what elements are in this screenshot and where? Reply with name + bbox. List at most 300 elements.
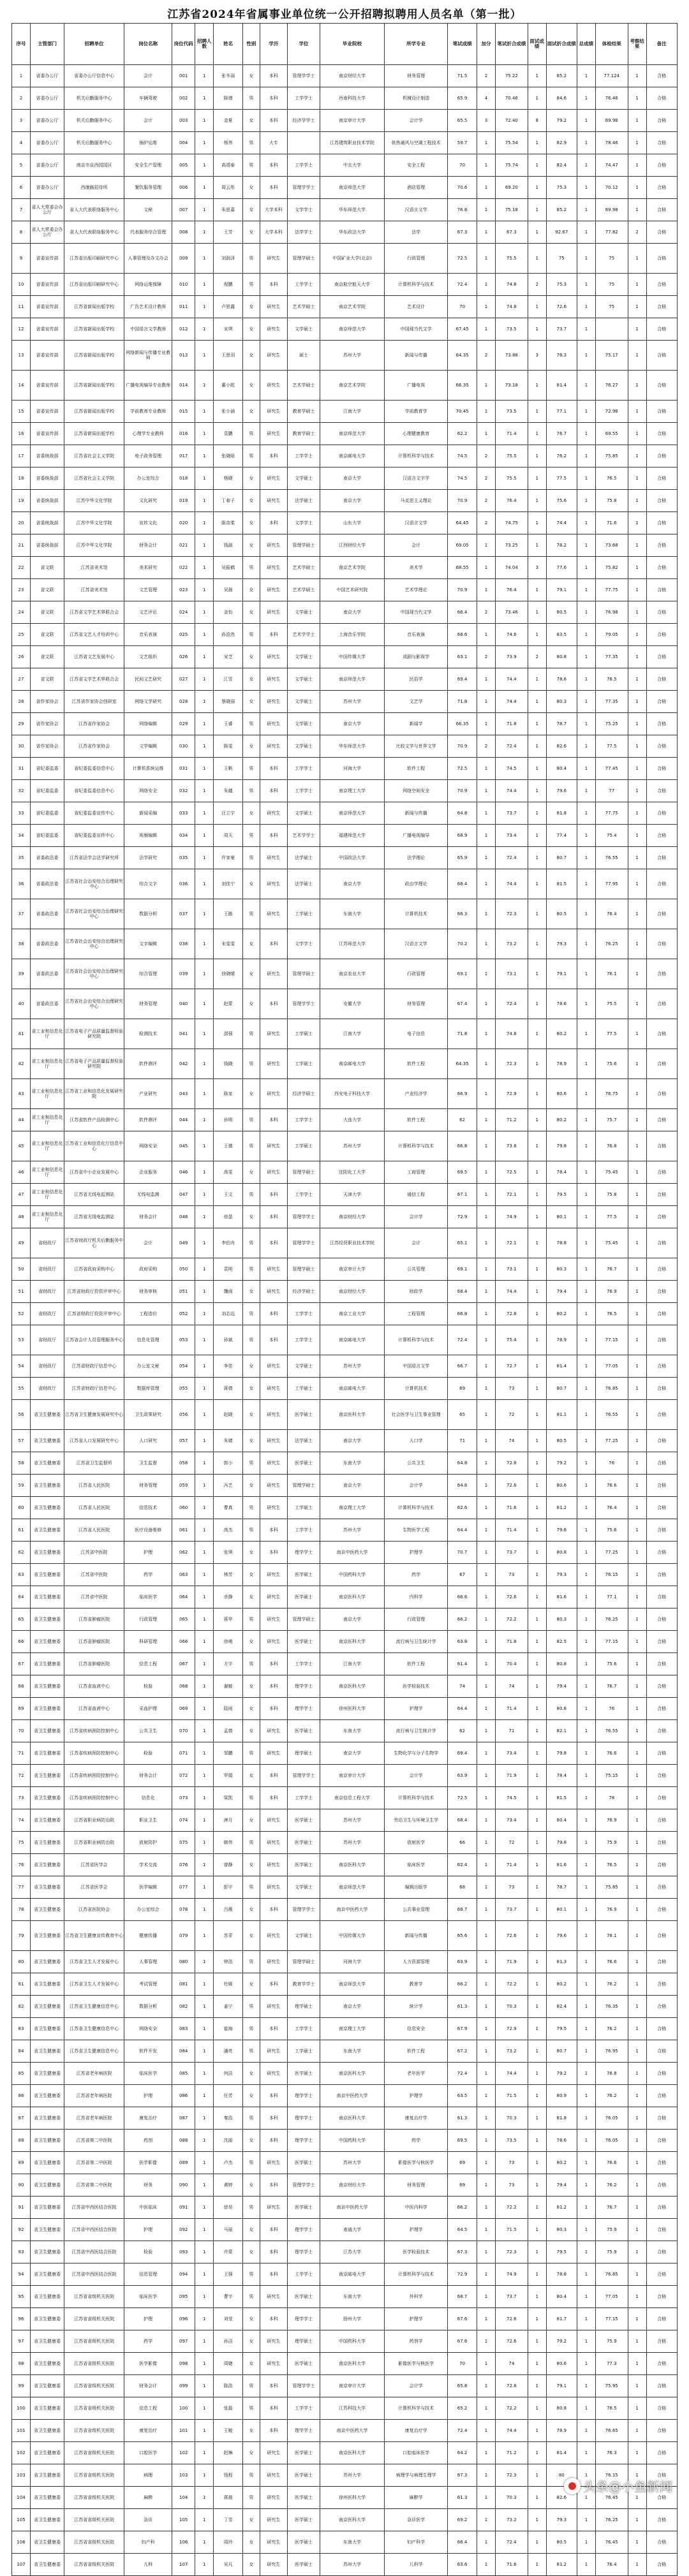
table-cell: 1 xyxy=(628,199,646,221)
table-cell: 1 xyxy=(477,713,496,735)
table-row xyxy=(12,1303,678,1325)
table-cell: 75.7 xyxy=(595,1109,628,1131)
table-cell: 本科 xyxy=(260,1899,287,1921)
table-cell: 朱思嘉 xyxy=(214,199,243,221)
table-cell: 谢敏 xyxy=(214,1675,243,1698)
column-header: 面试折合成绩 xyxy=(546,24,577,65)
table-cell: 1 xyxy=(577,1184,595,1206)
table-cell: 张磊 xyxy=(214,2397,243,2420)
table-cell: 江苏省中西医结合医院 xyxy=(64,2263,124,2286)
table-cell: 63.5 xyxy=(448,2085,477,2107)
table-row xyxy=(12,2420,678,2442)
table-cell: 公共卫生 xyxy=(124,1720,172,1742)
table-cell: 62 xyxy=(12,1542,31,1564)
table-cell: 1 xyxy=(195,2420,214,2442)
table-cell: 江苏省社会治安综合治理研究中心 xyxy=(64,989,124,1019)
table-cell: 2 xyxy=(477,601,496,624)
table-cell: 陈彦柔 xyxy=(214,512,243,534)
table-cell: 1 xyxy=(477,1161,496,1184)
table-cell: 1 xyxy=(628,1109,646,1131)
table-cell: 1 xyxy=(477,1698,496,1720)
table-cell: 1 xyxy=(528,1832,546,1854)
table-cell: 72.1 xyxy=(496,1184,528,1206)
table-cell: 南京艺术学院 xyxy=(320,557,384,579)
table-cell: 10 xyxy=(12,274,31,296)
table-cell: 52 xyxy=(12,1303,31,1325)
table-cell: 省卫生健康委 xyxy=(30,2509,64,2531)
table-cell: 66.8 xyxy=(448,1131,477,1161)
table-cell: 林芳 xyxy=(214,1564,243,1586)
table-cell: 钟浩 xyxy=(214,1951,243,1973)
table-cell: 1 xyxy=(628,758,646,780)
table-cell: 江苏省中小企业发展中心 xyxy=(64,1161,124,1184)
table-cell: 研究生 xyxy=(260,534,287,557)
table-cell: 93 xyxy=(12,2241,31,2263)
table-cell: 网络编辑 xyxy=(124,713,172,735)
table-cell: 78 xyxy=(595,1787,628,1809)
table-cell: 研究生 xyxy=(260,646,287,668)
table-cell: 1 xyxy=(528,2085,546,2107)
table-cell: 编辑出版学 xyxy=(385,1876,448,1899)
table-cell: 1 xyxy=(577,512,595,534)
table-cell: 1 xyxy=(577,601,595,624)
table-cell: 马丽 xyxy=(214,2219,243,2241)
table-cell: 82.1 xyxy=(546,1720,577,1742)
table-cell: 本科 xyxy=(260,87,287,110)
table-cell: 73.46 xyxy=(496,601,528,624)
table-cell: 80.4 xyxy=(546,2286,577,2308)
table-cell: 省卫生健康委 xyxy=(30,1973,64,1996)
table-cell: 本科 xyxy=(260,1519,287,1542)
table-cell: 女 xyxy=(243,1586,260,1608)
table-cell: 1 xyxy=(195,110,214,132)
table-cell: 75.9 xyxy=(595,2241,628,2263)
table-cell: 76.55 xyxy=(595,1720,628,1742)
table-row xyxy=(12,1184,678,1206)
table-cell: 61.4 xyxy=(448,1653,477,1675)
table-cell: 曾静 xyxy=(214,1854,243,1876)
table-cell: 理学学士 xyxy=(288,1675,320,1698)
table-cell: 省委政法委 xyxy=(30,929,64,959)
table-cell: 62.6 xyxy=(448,1497,477,1519)
table-cell: 81.2 xyxy=(546,2554,577,2576)
table-cell: 64.35 xyxy=(448,1049,477,1079)
table-cell: 1 xyxy=(477,1742,496,1765)
table-cell: 网络安全 xyxy=(124,780,172,802)
table-cell: 79.5 xyxy=(546,2018,577,2040)
table-cell: 1 xyxy=(628,1131,646,1161)
table-cell: 021 xyxy=(172,534,195,557)
table-cell: 女 xyxy=(243,1079,260,1109)
table-cell: 计算机科学与技术 xyxy=(385,1497,448,1519)
table-cell: 1 xyxy=(477,2442,496,2464)
table-cell: 1 xyxy=(628,1228,646,1258)
table-cell: 省委办公厅 xyxy=(30,177,64,199)
table-cell: 104 xyxy=(172,2487,195,2509)
table-cell: 1 xyxy=(528,2286,546,2308)
table-cell: 1 xyxy=(628,2263,646,2286)
table-cell: 女 xyxy=(243,2509,260,2531)
table-cell: 急诊医学 xyxy=(385,2509,448,2531)
table-cell: 省工业和信息化厅 xyxy=(30,1049,64,1079)
table-cell: 1 xyxy=(477,624,496,646)
table-cell: 73.2 xyxy=(496,2040,528,2063)
table-cell: 1 xyxy=(628,929,646,959)
table-cell: 男 xyxy=(243,713,260,735)
table-cell: 1 xyxy=(477,2241,496,2263)
table-cell: 1 xyxy=(528,2040,546,2063)
table-cell: 吴振鹤 xyxy=(214,557,243,579)
table-cell: 江苏中华文化学院 xyxy=(64,490,124,512)
table-row xyxy=(12,2353,678,2375)
table-cell: 013 xyxy=(172,341,195,371)
table-cell: 法学 xyxy=(385,221,448,244)
table-cell: 南京市京西园园区 xyxy=(64,154,124,177)
table-cell: 本科 xyxy=(260,2375,287,2397)
table-cell: 合格 xyxy=(646,1921,677,1951)
table-cell: 096 xyxy=(172,2308,195,2330)
table-cell: 3 xyxy=(528,341,546,371)
table-cell: 省委办公厅信息中心 xyxy=(64,65,124,87)
table-cell: 1 xyxy=(628,1430,646,1452)
table-cell: 省文联 xyxy=(30,646,64,668)
table-cell: 72.40 xyxy=(496,110,528,132)
table-cell: 1 xyxy=(477,2040,496,2063)
table-cell: 72.3 xyxy=(496,1049,528,1079)
table-row xyxy=(12,199,678,221)
table-row xyxy=(12,177,678,199)
table-cell: 78.9 xyxy=(546,2420,577,2442)
table-cell: 75.85 xyxy=(595,445,628,467)
table-cell: 79.6 xyxy=(546,1921,577,1951)
table-cell: 省卫生健康委 xyxy=(30,2442,64,2464)
table-cell: 工学学士 xyxy=(288,2397,320,2420)
table-cell: 80.4 xyxy=(546,758,577,780)
table-cell: 1 xyxy=(528,869,546,899)
table-cell: 中国传媒大学 xyxy=(320,1921,384,1951)
table-cell: 69.55 xyxy=(595,423,628,445)
table-cell: 100 xyxy=(12,2397,31,2420)
table-row xyxy=(12,802,678,825)
table-cell: 1 xyxy=(577,1653,595,1675)
table-cell: 052 xyxy=(172,1303,195,1325)
table-cell: 79 xyxy=(12,1921,31,1951)
table-cell: 1 xyxy=(195,1675,214,1698)
table-cell: 文学硕士 xyxy=(288,318,320,341)
table-cell: 省纪委监委 xyxy=(30,758,64,780)
table-cell: 江苏省疾病预防控制中心 xyxy=(64,1742,124,1765)
table-cell: 1 xyxy=(477,1765,496,1787)
table-row xyxy=(12,780,678,802)
table-cell: 管理学学士 xyxy=(288,1206,320,1228)
table-cell: 103 xyxy=(12,2464,31,2487)
table-cell: 女 xyxy=(243,1378,260,1400)
table-cell: 1 xyxy=(628,318,646,341)
table-cell: 106 xyxy=(172,2531,195,2554)
table-cell: 研究生 xyxy=(260,490,287,512)
table-cell: 1 xyxy=(528,668,546,691)
table-cell: 091 xyxy=(172,2197,195,2219)
table-cell: 1 xyxy=(528,899,546,929)
table-row xyxy=(12,318,678,341)
table-cell: 江苏省软件产品检测中心 xyxy=(64,1109,124,1131)
table-cell: 1 xyxy=(577,2375,595,2397)
table-cell: 1 xyxy=(628,2018,646,2040)
table-cell: 1 xyxy=(628,2375,646,2397)
table-cell: 南京审计大学 xyxy=(320,1765,384,1787)
table-cell: 62.2 xyxy=(448,423,477,445)
table-cell: 040 xyxy=(172,989,195,1019)
table-cell: 71.8 xyxy=(496,1631,528,1653)
table-cell: 合格 xyxy=(646,2174,677,2197)
table-cell: 中国语言文学 xyxy=(385,1355,448,1378)
table-cell: 理学学士 xyxy=(288,2219,320,2241)
table-cell: 财务管理 xyxy=(385,65,448,87)
table-cell: 77.6 xyxy=(546,557,577,579)
table-cell: 1 xyxy=(577,274,595,296)
table-cell: 研究生 xyxy=(260,847,287,869)
table-cell: 管理学硕士 xyxy=(288,1258,320,1281)
table-cell: 049 xyxy=(172,1228,195,1258)
table-cell: 82.4 xyxy=(546,1996,577,2018)
table-cell: 省卫生健康委 xyxy=(30,1631,64,1653)
table-row xyxy=(12,929,678,959)
table-cell: 本科 xyxy=(260,2085,287,2107)
table-cell: 学前教育专业教师 xyxy=(124,401,172,423)
table-cell: 1 xyxy=(628,1921,646,1951)
table-cell: 1 xyxy=(577,579,595,601)
table-cell: 合格 xyxy=(646,1049,677,1079)
table-cell: 省卫生健康委 xyxy=(30,2107,64,2130)
table-cell: 35 xyxy=(12,847,31,869)
table-cell: 007 xyxy=(172,199,195,221)
table-cell: 康复治疗 xyxy=(124,2107,172,2130)
table-cell: 江苏省新闻出版学校 xyxy=(64,296,124,318)
table-cell: 1 xyxy=(577,467,595,490)
table-cell: 新闻学 xyxy=(385,713,448,735)
table-cell: 80.9 xyxy=(546,2085,577,2107)
table-cell: 1 xyxy=(528,1206,546,1228)
table-cell: 77.25 xyxy=(595,1542,628,1564)
table-cell: 女 xyxy=(243,1355,260,1378)
table-cell: 1 xyxy=(628,1653,646,1675)
table-cell: 1 xyxy=(477,1631,496,1653)
table-cell: 1 xyxy=(577,2420,595,2442)
personnel-table xyxy=(11,23,678,2576)
table-cell: 省委宣传部 xyxy=(30,341,64,371)
table-cell: 研究生 xyxy=(260,2464,287,2487)
table-cell: 省卫生健康委 xyxy=(30,2375,64,2397)
table-cell: 76.1 xyxy=(595,1921,628,1951)
table-cell: 数据库管理 xyxy=(124,1378,172,1400)
table-cell: 73.2 xyxy=(496,2509,528,2531)
table-cell: 77.35 xyxy=(595,646,628,668)
table-cell: 周玲 xyxy=(214,2531,243,2554)
table-cell: 信息化 xyxy=(124,1787,172,1809)
table-cell: 吴凡 xyxy=(214,2554,243,2576)
table-cell: 本科 xyxy=(260,2018,287,2040)
table-cell: 安全生产管理 xyxy=(124,154,172,177)
table-cell: 76.05 xyxy=(595,2107,628,2130)
table-cell: 1 xyxy=(528,244,546,274)
table-cell: 75.45 xyxy=(595,1161,628,1184)
table-cell: 50 xyxy=(12,1258,31,1281)
table-cell: 王敏 xyxy=(214,2420,243,2442)
table-cell: 合格 xyxy=(646,1161,677,1184)
table-cell: 1 xyxy=(195,579,214,601)
table-cell: 江苏省社会主义学院 xyxy=(64,445,124,467)
table-cell: 研究生 xyxy=(260,899,287,929)
table-cell: 71.4 xyxy=(496,1854,528,1876)
table-cell: 合格 xyxy=(646,646,677,668)
table-cell: 1 xyxy=(528,2219,546,2241)
table-cell: 76.7 xyxy=(595,1258,628,1281)
table-cell: 75.25 xyxy=(595,713,628,735)
table-cell: 82.5 xyxy=(546,1631,577,1653)
table-cell: 1 xyxy=(577,423,595,445)
toutiao-logo-icon xyxy=(564,2478,581,2494)
table-cell: 80.8 xyxy=(546,2397,577,2420)
table-cell: 男 xyxy=(243,557,260,579)
table-cell: 72.4 xyxy=(448,2063,477,2085)
table-cell: 73.7 xyxy=(496,1542,528,1564)
table-cell: 74.8 xyxy=(496,296,528,318)
table-cell: 1 xyxy=(195,2263,214,2286)
table-cell: 工学硕士 xyxy=(288,1378,320,1400)
table-cell: 80.1 xyxy=(546,1206,577,1228)
table-cell: 1 xyxy=(577,2442,595,2464)
table-cell: 郭小 xyxy=(214,1452,243,1475)
table-cell: 艺术学硕士 xyxy=(288,296,320,318)
table-cell: 1 xyxy=(528,2397,546,2420)
table-cell: 男 xyxy=(243,2152,260,2174)
table-cell: 056 xyxy=(172,1400,195,1430)
table-row xyxy=(12,579,678,601)
table-cell: 1 xyxy=(528,735,546,758)
table-cell: 72.6 xyxy=(496,1586,528,1608)
table-cell: 教育学硕士 xyxy=(288,423,320,445)
table-cell: 本科 xyxy=(260,2263,287,2286)
table-cell: 江苏省医学会 xyxy=(64,1854,124,1876)
table-cell: 1 xyxy=(477,423,496,445)
table-cell: 1 xyxy=(628,401,646,423)
table-cell: 1 xyxy=(577,959,595,989)
table-row xyxy=(12,1109,678,1131)
table-cell: 72.9 xyxy=(496,2018,528,2040)
table-cell: 75.82 xyxy=(595,557,628,579)
table-cell: 1 xyxy=(528,2442,546,2464)
table-cell: 15 xyxy=(12,401,31,423)
table-cell: 78.46 xyxy=(595,132,628,154)
table-cell: 合格 xyxy=(646,2509,677,2531)
table-cell: 医学硕士 xyxy=(288,2531,320,2554)
table-cell: 男 xyxy=(243,1653,260,1675)
table-cell: 文秘 xyxy=(124,199,172,221)
table-cell: 1 xyxy=(577,1206,595,1228)
table-cell: 合格 xyxy=(646,296,677,318)
table-cell: 省委统战部 xyxy=(30,512,64,534)
table-cell: 1 xyxy=(477,2464,496,2487)
table-cell: 058 xyxy=(172,1452,195,1475)
table-cell: 77.25 xyxy=(595,1430,628,1452)
table-cell: 70.45 xyxy=(448,401,477,423)
table-cell: 医学硕士 xyxy=(288,1631,320,1653)
table-cell: 公共管理 xyxy=(385,1258,448,1281)
table-cell: 073 xyxy=(172,1787,195,1809)
table-cell: 计算机科学与技术 xyxy=(385,445,448,467)
table-cell: 97 xyxy=(12,2330,31,2353)
table-cell: 81.5 xyxy=(546,1787,577,1809)
table-cell: 江苏中华文化学院 xyxy=(64,512,124,534)
table-cell: 76 xyxy=(595,1452,628,1475)
table-cell: 男 xyxy=(243,2464,260,2487)
table-cell: 1 xyxy=(528,2487,546,2509)
table-cell: 76.5 xyxy=(595,467,628,490)
table-cell: 80.7 xyxy=(546,2040,577,2063)
table-cell: 68.7 xyxy=(448,2286,477,2308)
table-cell: 1 xyxy=(195,1281,214,1303)
table-cell: 合格 xyxy=(646,244,677,274)
table-cell: 67.1 xyxy=(448,1184,477,1206)
table-cell: 省卫生健康委 xyxy=(30,2397,64,2420)
table-cell: 东南大学 xyxy=(320,899,384,929)
table-cell: 1 xyxy=(528,154,546,177)
table-cell: 1 xyxy=(577,318,595,341)
table-cell: 1 xyxy=(577,2040,595,2063)
table-cell: 合格 xyxy=(646,1996,677,2018)
table-cell: 38 xyxy=(12,929,31,959)
table-cell: 1 xyxy=(628,154,646,177)
table-row xyxy=(12,1742,678,1765)
table-row xyxy=(12,2219,678,2241)
table-cell: 003 xyxy=(172,110,195,132)
table-cell: 省卫生健康委 xyxy=(30,1787,64,1809)
table-cell: 文学硕士 xyxy=(288,735,320,758)
table-cell: 南京工业大学 xyxy=(320,1303,384,1325)
table-cell: 1 xyxy=(195,2107,214,2130)
table-cell: 1 xyxy=(628,2353,646,2375)
table-cell: 徐昊 xyxy=(214,2197,243,2219)
table-cell: 省卫生健康委 xyxy=(30,1876,64,1899)
table-cell: 1 xyxy=(577,1303,595,1325)
table-cell: 省纪委监委 xyxy=(30,825,64,847)
table-cell: 1 xyxy=(577,1631,595,1653)
table-cell: 1 xyxy=(528,1325,546,1355)
table-cell: 王芳 xyxy=(214,221,243,244)
table-cell: 1 xyxy=(477,1809,496,1832)
table-cell: 81.5 xyxy=(546,869,577,899)
table-cell: 1 xyxy=(195,534,214,557)
table-cell: 省卫生健康委 xyxy=(30,1951,64,1973)
table-cell: 大连大学 xyxy=(320,1109,384,1131)
table-cell: 059 xyxy=(172,1475,195,1497)
table-cell: 省卫生健康委 xyxy=(30,2263,64,2286)
table-cell: 1 xyxy=(528,1564,546,1586)
table-cell: 70 xyxy=(448,296,477,318)
table-cell: 72.2 xyxy=(496,1973,528,1996)
table-cell: 行政管理 xyxy=(385,959,448,989)
table-cell: 1 xyxy=(477,802,496,825)
table-cell: 1 xyxy=(628,2442,646,2464)
table-cell: 1 xyxy=(477,2130,496,2152)
table-cell: 043 xyxy=(172,1079,195,1109)
table-cell: 临床医学 xyxy=(124,1586,172,1608)
table-cell: 018 xyxy=(172,467,195,490)
table-cell: 中国药科大学 xyxy=(320,1564,384,1586)
table-cell: 钱淑 xyxy=(214,534,243,557)
column-header: 招聘人数 xyxy=(195,24,214,65)
table-cell: 083 xyxy=(172,2018,195,2040)
